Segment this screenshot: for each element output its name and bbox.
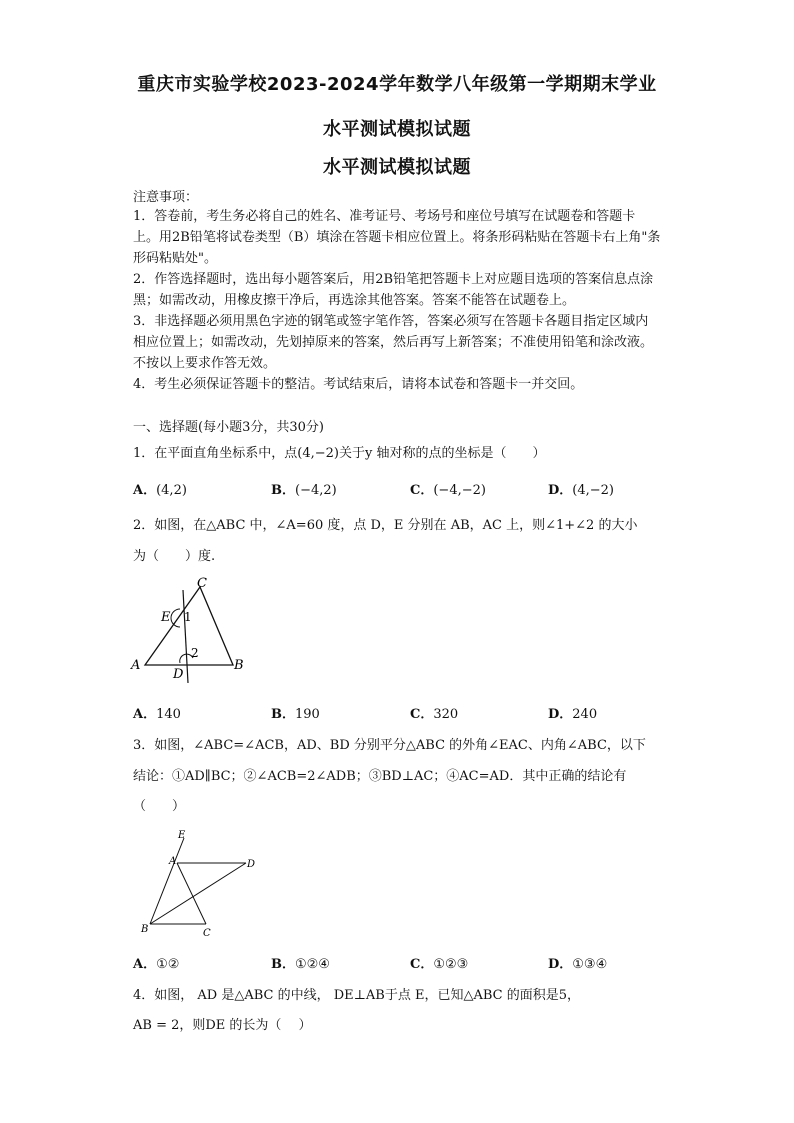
q2-stem-line2: 为（ ）度. bbox=[133, 549, 216, 564]
notice-item-3: 3．非选择题必须用黑色字迹的钢笔或签字笔作答，答案必须写在答题卡各题目指定区域内相应位置上；如需改动，先划掉原来的答案，然后再写上新答案；不准使用铅笔和涂改液。不按以上要求作答无效。 bbox=[133, 314, 654, 371]
q2-option-b: B．190 bbox=[271, 707, 320, 722]
q1-option-b: B．(−4,2) bbox=[271, 483, 337, 498]
q2-label-a: A bbox=[131, 658, 141, 673]
q1-option-a: A．(4,2) bbox=[133, 483, 187, 498]
q2-stem-line1: 2．如图，在△ABC 中，∠A=60 度，点 D，E 分别在 AB，AC 上，则∠1+∠2 的大小 bbox=[133, 518, 638, 533]
q1-option-d: D．(4,−2) bbox=[548, 483, 614, 498]
notice-item-1: 1．答卷前，考生务必将自己的姓名、准考证号、考场号和座位号填写在试题卷和答题卡上。用2B铅笔将试卷类型（B）填涂在答题卡相应位置上。将条形码粘贴在答题卡右上角"条形码粘贴处"。 bbox=[133, 209, 661, 266]
q3-label-b: B bbox=[141, 924, 149, 935]
page-subtitle-repeat: 水平测试模拟试题 bbox=[323, 157, 471, 178]
q3-stem-line3: （ ） bbox=[133, 799, 186, 814]
q2-line-de bbox=[183, 590, 188, 683]
section-heading: 一、选择题(每小题3分，共30分) bbox=[133, 420, 324, 435]
q2-label-2: 2 bbox=[191, 646, 199, 660]
q3-line-eb bbox=[150, 838, 184, 924]
q1-option-c: C．(−4,−2) bbox=[410, 483, 486, 498]
q2-label-b: B bbox=[234, 658, 244, 673]
q3-option-c: C．①②③ bbox=[410, 957, 469, 972]
q2-label-d: D bbox=[173, 667, 184, 682]
q3-stem-line2: 结论：①AD∥BC；②∠ACB=2∠ADB；③BD⊥AC；④AC=AD．其中正确的结论有 bbox=[133, 769, 627, 784]
notice-item-2: 2．作答选择题时，选出每小题答案后，用2B铅笔把答题卡上对应题目选项的答案信息点涂黑；如需改动，用橡皮擦干净后，再选涂其他答案。答案不能答在试题卷上。 bbox=[133, 272, 654, 308]
page-title: 重庆市实验学校2023-2024学年数学八年级第一学期期末学业 bbox=[137, 74, 657, 95]
notice-item-4: 4．考生必须保证答题卡的整洁。考试结束后，请将本试卷和答题卡一并交回。 bbox=[133, 377, 584, 392]
q2-option-c: C．320 bbox=[410, 707, 459, 722]
q2-label-c: C bbox=[197, 576, 207, 591]
notice-heading: 注意事项： bbox=[133, 190, 199, 205]
q3-option-d: D．①③④ bbox=[548, 957, 608, 972]
q3-label-c: C bbox=[203, 928, 211, 939]
q3-label-a: A bbox=[169, 856, 177, 867]
q2-triangle-figure bbox=[130, 575, 255, 690]
q2-option-d: D．240 bbox=[548, 707, 598, 722]
q4-stem-line2: AB = 2，则DE 的长为（ ） bbox=[133, 1018, 312, 1033]
q3-line-bd bbox=[150, 863, 246, 924]
q3-label-e: E bbox=[178, 830, 186, 841]
q2-option-a: A．140 bbox=[133, 707, 181, 722]
q3-label-d: D bbox=[247, 859, 256, 870]
q4-stem-line1: 4．如图， AD 是△ABC 的中线， DE⊥AB于点 E，已知△ABC 的面积是5， bbox=[133, 988, 580, 1003]
q3-stem-line1: 3．如图，∠ABC=∠ACB，AD、BD 分别平分△ABC 的外角∠EAC、内角∠ABC，以下 bbox=[133, 738, 646, 753]
q2-label-1: 1 bbox=[184, 610, 192, 624]
q3-triangle-figure bbox=[136, 826, 266, 941]
q1-stem: 1．在平面直角坐标系中，点(4,−2)关于y 轴对称的点的坐标是（ ） bbox=[133, 446, 546, 461]
q2-triangle-abc bbox=[145, 587, 233, 665]
q3-option-b: B．①②④ bbox=[271, 957, 330, 972]
q3-option-a: A．①② bbox=[133, 957, 180, 972]
q3-line-ac bbox=[177, 863, 206, 924]
q2-label-e: E bbox=[161, 610, 171, 625]
page-subtitle: 水平测试模拟试题 bbox=[323, 119, 471, 140]
